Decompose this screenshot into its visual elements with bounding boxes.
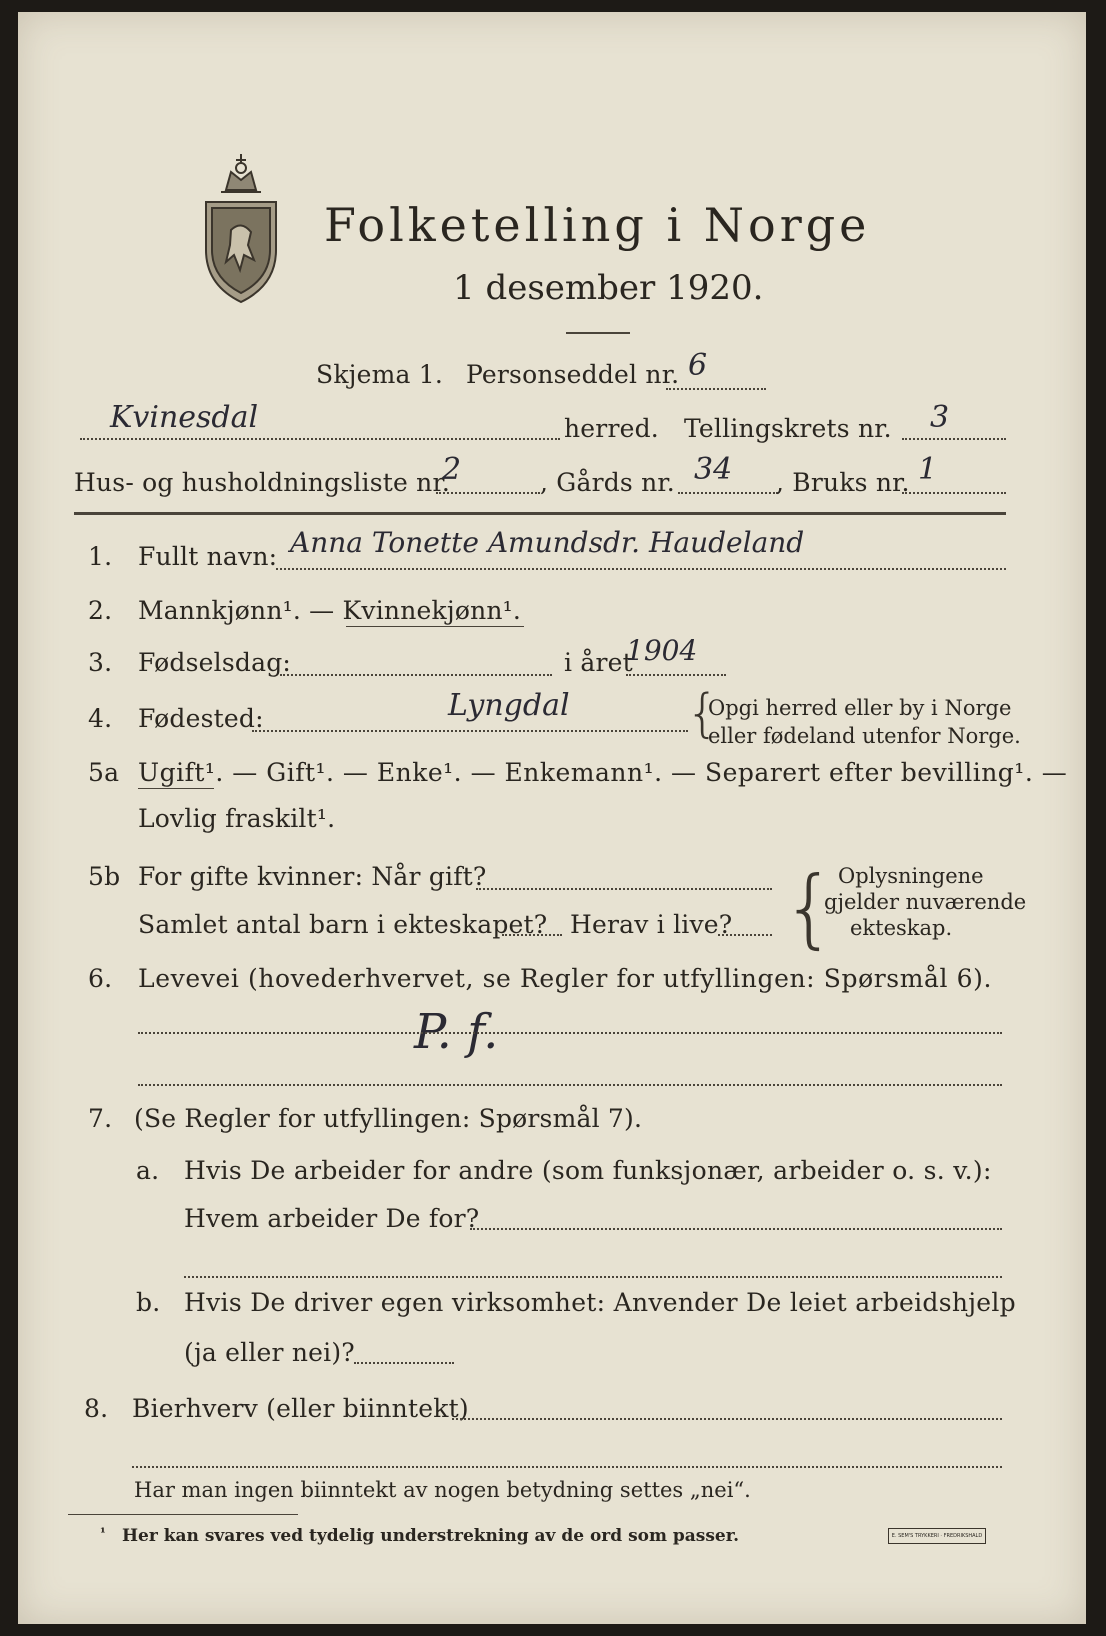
occupation-value[interactable]: P. f.: [414, 1004, 499, 1060]
marriage-note-3: ekteskap.: [850, 916, 953, 940]
personseddel-label: Personseddel nr.: [466, 360, 680, 389]
birthplace-note-1: Opgi herred eller by i Norge: [708, 696, 1012, 720]
tellingskrets-value[interactable]: 3: [930, 400, 950, 435]
marital-status-options-2: Lovlig fraskilt¹.: [138, 804, 336, 833]
hired-help-label: (ja eller nei)?: [184, 1338, 355, 1367]
gards-label: , Gårds nr.: [540, 468, 675, 497]
children-count-label: Samlet antal barn i ekteskapet?: [138, 910, 548, 939]
birthplace-note-2: eller fødeland utenfor Norge.: [708, 724, 1021, 748]
herred-value[interactable]: Kvinesdal: [110, 400, 259, 435]
footnote-text: Her kan svares ved tydelig understrekning av de ord som passer.: [122, 1526, 740, 1546]
herred-label: herred.: [564, 414, 659, 443]
children-alive-label: Herav i live?: [570, 910, 733, 939]
birthyear-label: i året: [564, 648, 633, 677]
self-employed-question: Hvis De driver egen virksomhet: Anvender De leiet arbeidshjelp: [184, 1288, 1016, 1317]
hus-value[interactable]: 2: [442, 452, 462, 487]
form-title: Folketelling i Norge: [324, 198, 871, 252]
birthyear-value[interactable]: 1904: [626, 634, 698, 667]
header-rule: [74, 512, 1006, 515]
birthplace-value[interactable]: Lyngdal: [448, 688, 570, 723]
skjema-label: Skjema 1.: [316, 360, 444, 389]
marriage-note-2: gjelder nuværende: [824, 890, 1027, 914]
marriage-note-1: Oplysningene: [838, 864, 984, 888]
full-name-label: Fullt navn:: [138, 542, 278, 571]
bruks-value[interactable]: 1: [918, 452, 938, 487]
bruks-label: , Bruks nr.: [776, 468, 910, 497]
hus-label: Hus- og husholdningsliste nr.: [74, 468, 451, 497]
title-divider: [566, 332, 630, 334]
full-name-value[interactable]: Anna Tonette Amundsdr. Haudeland: [290, 526, 805, 559]
personseddel-value[interactable]: 6: [688, 348, 708, 383]
birthplace-label: Fødested:: [138, 704, 264, 733]
gards-value[interactable]: 34: [694, 452, 733, 487]
employment-rules-label: (Se Regler for utfyllingen: Spørsmål 7).: [134, 1104, 643, 1133]
occupation-label: Levevei (hovederhvervet, se Regler for utfyllingen: Spørsmål 6).: [138, 964, 993, 993]
norway-coat-of-arms-icon: [196, 150, 286, 310]
marital-underline: [138, 788, 214, 789]
marital-status-options: Ugift¹. — Gift¹. — Enke¹. — Enkemann¹. — Separert efter bevilling¹. —: [138, 758, 1068, 787]
secondary-income-label: Bierhverv (eller biinntekt): [132, 1394, 469, 1423]
employer-label: Hvem arbeider De for?: [184, 1204, 480, 1233]
footnote-rule: [68, 1514, 298, 1515]
gender-underline: [346, 626, 524, 627]
married-when-label: For gifte kvinner: Når gift?: [138, 862, 487, 891]
employee-question: Hvis De arbeider for andre (som funksjonær, arbeider o. s. v.):: [184, 1156, 992, 1185]
secondary-income-note: Har man ingen biinntekt av nogen betydning settes „nei“.: [134, 1478, 751, 1502]
form-date: 1 desember 1920.: [453, 268, 764, 308]
census-form-page: Folketelling i Norge 1 desember 1920. Skjema 1. Personseddel nr. 6 Kvinesdal herred. Tellingskrets nr. 3 Hus- og husholdningsliste nr. 2 , Gårds nr. 34 , Bruks nr. 1 1. Fullt navn: Anna Tonette Amundsdr. Haudeland 2. Mannkjønn¹. — Kvinnekjønn¹. 3. Fødselsdag: i året 1904 4. Fødested: Lyngdal { Opgi herred eller by i Norge eller fødeland utenfor Norge. 5a Ugift¹. — Gift¹. — Enke¹. — Enkemann¹. — Separert efter bevilling¹. — Lovlig fraskilt¹. 5b For gifte kvinner: Når gift? Samlet antal barn i ekteskapet? Herav i live? { Oplysningene gjelder nuværende ekteskap. 6. Levevei (hovederhvervet, se Regler for utfyllingen: Spørsmål 6). P. f. 7. (Se Regler for utfyllingen: Spørsmål 7). a. Hvis De arbeider for andre (som funksjonær, arbeider o. s. v.): Hvem arbeider De for? b. Hvis De driver egen virksomhet: Anvender De leiet arbeidshjelp (ja eller nei)? 8. Bierhverv (eller biinntekt) Har man ingen biinntekt av nogen betydning settes „nei“. ¹ Her kan svares ved tydelig understrekning av de ord som passer. E. SEM'S TRYKKERI · FREDRIKSHALD: [18, 12, 1086, 1624]
gender-options: Mannkjønn¹. — Kvinnekjønn¹.: [138, 596, 522, 625]
printer-mark: E. SEM'S TRYKKERI · FREDRIKSHALD: [888, 1528, 986, 1544]
birthdate-label: Fødselsdag:: [138, 648, 292, 677]
tellingskrets-label: Tellingskrets nr.: [684, 414, 892, 443]
